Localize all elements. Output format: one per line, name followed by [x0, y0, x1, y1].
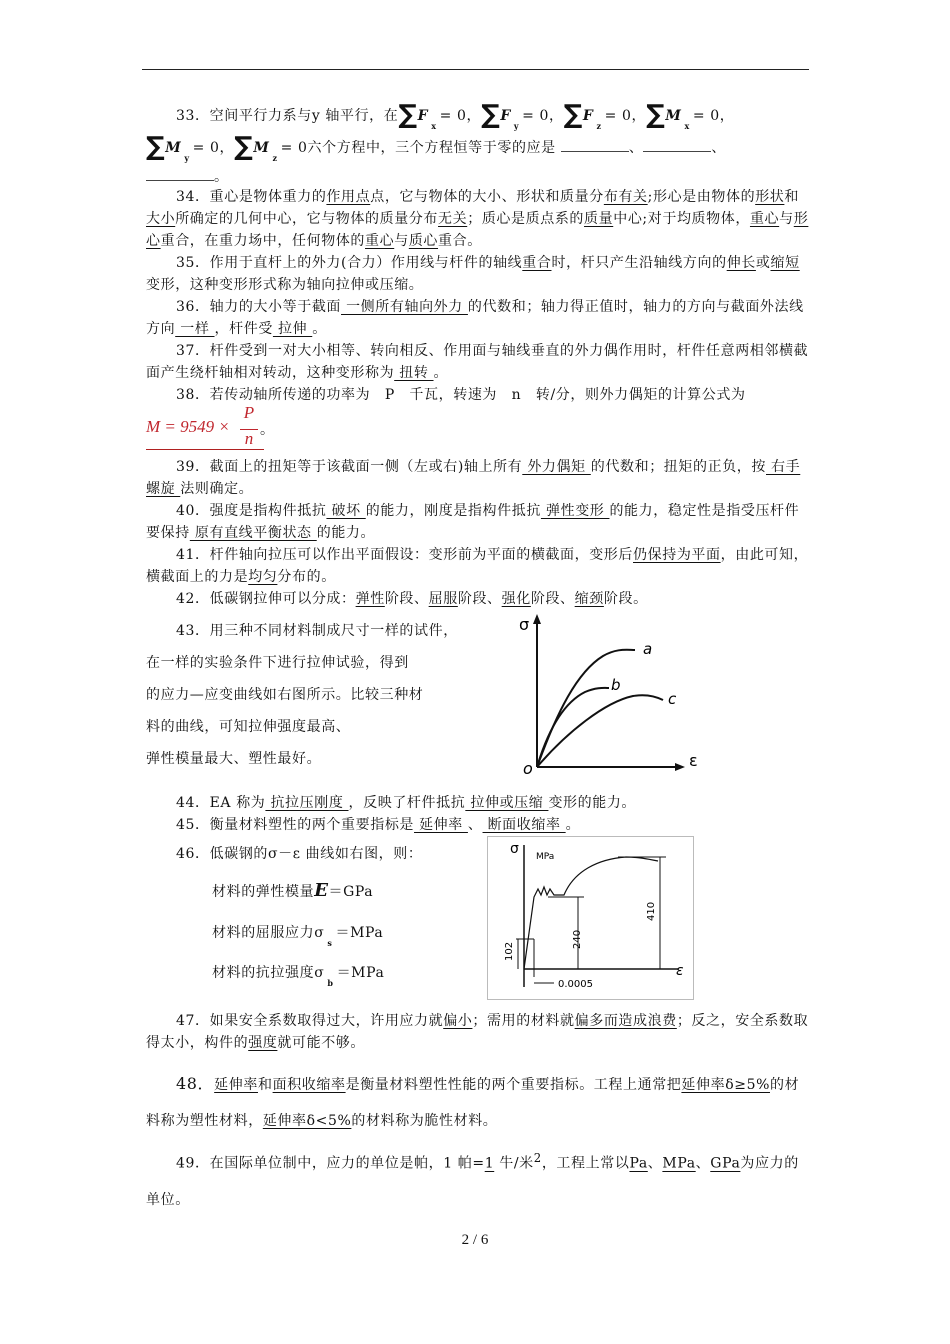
question-46-line-3: 材料的抗拉强度$\sigma_b=MPa$: [212, 965, 385, 988]
question-39: 39．截面上的扭矩等于该截面一侧（左或右)轴上所有 外力偶矩 的代数和；扭矩的正负，按 右手螺旋 法则确定。: [146, 459, 801, 497]
value-102: 102: [504, 941, 515, 961]
question-46-title: 46．低碳钢的σ－ε 曲线如右图，则：: [176, 846, 423, 862]
question-34: 34．重心是物体重力的作用点点，它与物体的大小、形状和质量分布有关;形心是由物体的形状和大小所确定的几何中心，它与物体的质量分布无关；质心是质点系的质量中心;对于均质物体，重心与形心重合，在重力场中，任何物体的重心与质心重合。: [146, 189, 809, 249]
question-43-line: 43．用三种不同材料制成尺寸一样的试件，: [176, 623, 458, 639]
unit-label: MPa: [536, 852, 555, 862]
origin-label: o: [523, 759, 533, 778]
question-45: 45．衡量材料塑性的两个重要指标是 延伸率 、 断面收缩率 。: [176, 817, 581, 833]
question-43-line: 料的曲线，可知拉伸强度最高、: [146, 719, 351, 735]
page-number: 2 / 6: [461, 1232, 489, 1248]
axis-arrow: [675, 763, 685, 771]
question-33: 33．空间平行力系与y 轴平行，在$\sum F_x= 0$，$\sum F_y= 0$，$\sum F_z= 0$，$\sum M_x= 0$，: [176, 100, 735, 131]
question-48: 48．延伸率和面积收缩率是衡量材料塑性性能的两个重要指标。工程上通常把延伸率δ≥5%的材料称为塑性材料，延伸率δ<5%的材料称为脆性材料。: [146, 1074, 800, 1129]
torque-formula: M = 9549 × P n 。: [146, 403, 274, 448]
answer-blank: [146, 168, 214, 181]
question-46-line-2: 材料的屈服应力$\sigma_s=MPa$: [212, 925, 384, 948]
sigma-label: σ: [510, 841, 519, 857]
value-240: 240: [572, 929, 583, 949]
question-35: 35．作用于直杆上的外力(合力）作用线与杆件的轴线重合时，杆只产生沿轴线方向的伸长或缩短变形，这种变形形式称为轴向拉伸或压缩。: [146, 255, 800, 293]
curve-c-label: c: [668, 690, 677, 708]
stress-strain-curve: [524, 857, 658, 969]
curve-a: [537, 650, 635, 767]
answer-blank: [643, 139, 711, 152]
question-47: 47．如果安全系数取得过大，许用应力就偏小；需用的材料就偏多而造成浪费；反之，安全系数取得太小，构件的强度就可能不够。: [146, 1013, 809, 1051]
header-rule: [142, 69, 809, 70]
sigma-label: σ: [519, 615, 530, 634]
question-40: 40．强度是指构件抵抗 破坏 的能力，刚度是指构件抵抗 弹性变形 的能力，稳定性是指受压杆件要保持 原有直线平衡状态 的能力。: [146, 503, 800, 541]
question-36: 36．轴力的大小等于截面 一侧所有轴向外力 的代数和；轴力得正值时，轴力的方向与截面外法线方向 一样 ，杆件受 拉伸 。: [146, 299, 804, 337]
question-41: 41．杆件轴向拉压可以作出平面假设：变形前为平面的横截面，变形后仍保持为平面，由此可知，横截面上的力是均匀分布的。: [146, 547, 809, 585]
question-43-line: 在一样的实验条件下进行拉伸试验，得到: [146, 655, 409, 671]
axis-arrow: [533, 614, 541, 624]
curve-c: [537, 695, 663, 767]
question-44: 44．EA 称为 抗拉压刚度 ，反映了杆件抵抗 拉伸或压缩 变形的能力。: [176, 795, 637, 811]
question-42: 42．低碳钢拉伸可以分成：弹性阶段、屈服阶段、强化阶段、缩颈阶段。: [176, 591, 648, 607]
low-carbon-steel-figure: [487, 836, 694, 1000]
epsilon-label: ε: [689, 751, 698, 770]
stress-strain-figure-abc: [505, 612, 715, 782]
question-46-line-1: 材料的弹性模量E＝GPa: [212, 880, 374, 901]
question-43-line: 的应力—应变曲线如右图所示。比较三种材: [146, 687, 424, 703]
curve-b-label: b: [611, 676, 621, 694]
strain-value: 0.0005: [558, 979, 593, 990]
question-33-cont: $\sum M_y= 0$，$\sum M_z= 0$六个方程中，三个方程恒等于零的应是 、 、: [146, 132, 727, 163]
question-49: 49．在国际单位制中，应力的单位是帕，1 帕=1 牛/米$^2$，工程上常以Pa、MPa、GPa为应力的单位。: [146, 1151, 799, 1208]
curve-a-label: a: [643, 640, 653, 658]
question-43-line: 弹性模量最大、塑性最好。: [146, 751, 322, 767]
epsilon-label: ε: [676, 963, 684, 979]
value-410: 410: [646, 901, 657, 921]
question-37: 37．杆件受到一对大小相等、转向相反、作用面与轴线垂直的外力偶作用时，杆件任意两相邻横截面产生绕杆轴相对转动，这种变形称为 扭转 。: [146, 343, 809, 381]
question-33-end: 。: [146, 166, 810, 188]
question-38: 38．若传动轴所传递的功率为 P 千瓦，转速为 n 转/分，则外力偶矩的计算公式为: [176, 387, 746, 403]
answer-blank: [561, 139, 629, 152]
